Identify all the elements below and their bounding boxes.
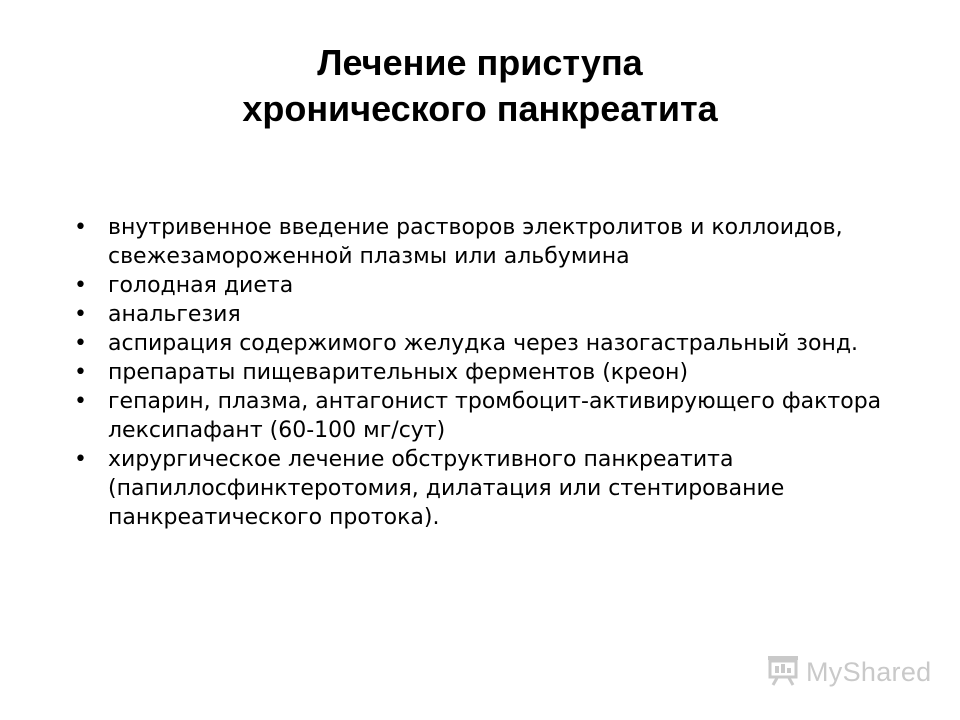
bullet-marker: • bbox=[74, 360, 87, 385]
bullet-text: анальгезия bbox=[108, 302, 241, 327]
slide-title-line-2: хронического панкреатита bbox=[242, 88, 718, 129]
bullet-item bbox=[72, 300, 902, 329]
bullet-text: аспирация содержимого желудка через назогастральный зонд. bbox=[108, 331, 859, 356]
bullet-marker: • bbox=[74, 302, 87, 327]
bullet-text: хирургическое лечение обструктивного панкреатита (папиллосфинктеротомия, дилатация или стентирование панкреатического протока). bbox=[108, 447, 785, 530]
bullet-marker: • bbox=[74, 447, 87, 472]
bullet-item bbox=[72, 213, 902, 271]
bullet-marker: • bbox=[74, 331, 87, 356]
myshared-watermark[interactable] bbox=[766, 654, 931, 690]
watermark-text: MyShared bbox=[806, 656, 932, 687]
bullet-text: внутривенное введение растворов электролитов и коллоидов, свежезамороженной плазмы или альбумина bbox=[108, 215, 843, 269]
bullet-item bbox=[72, 358, 902, 387]
slide-title-line-1: Лечение приступа bbox=[317, 42, 643, 83]
bullet-text: препараты пищеварительных ферментов (креон) bbox=[108, 360, 689, 385]
presentation-board-icon bbox=[766, 654, 800, 691]
slide-title bbox=[0, 40, 960, 132]
bullet-text: голодная диета bbox=[108, 273, 294, 298]
bullet-item bbox=[72, 329, 902, 358]
bullet-item bbox=[72, 387, 902, 445]
bullet-marker: • bbox=[74, 273, 87, 298]
bullet-item bbox=[72, 271, 902, 300]
bullet-marker: • bbox=[74, 389, 87, 414]
bullet-marker: • bbox=[74, 215, 87, 240]
bullet-list bbox=[72, 213, 902, 532]
bullet-item bbox=[72, 445, 902, 532]
bullet-text: гепарин, плазма, антагонист тромбоцит-активирующего фактора лексипафант (60-100 мг/сут) bbox=[108, 389, 882, 443]
